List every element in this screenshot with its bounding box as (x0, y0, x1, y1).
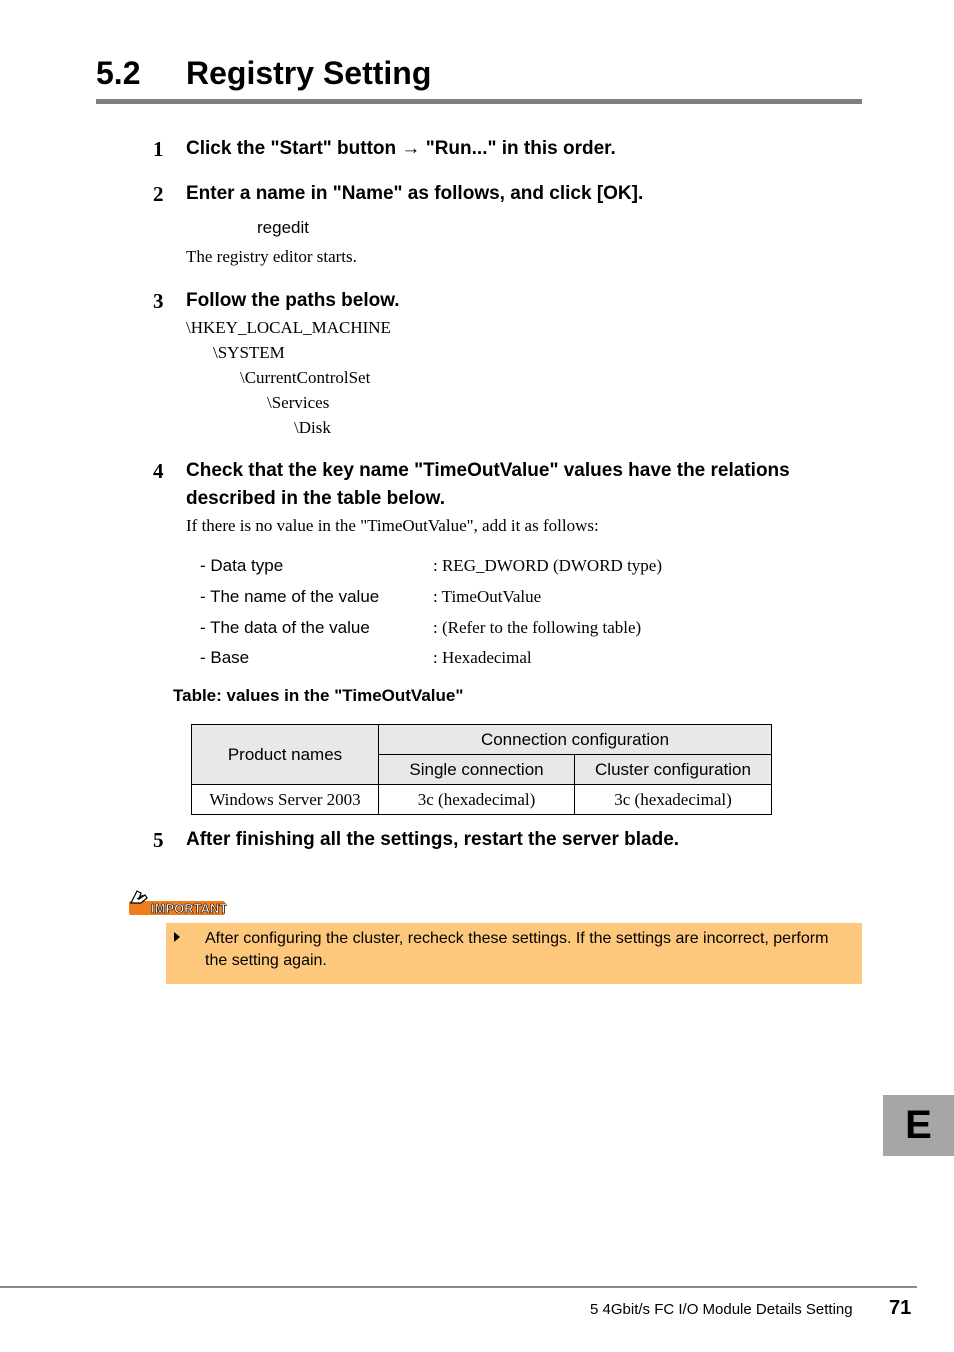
bullet-arrow-icon (174, 932, 180, 942)
step-2-text: Enter a name in "Name" as follows, and click [OK]. (186, 183, 644, 204)
table-caption: Table: values in the "TimeOutValue" (173, 686, 464, 705)
param-label: - Data type (200, 556, 284, 575)
path-line: \SYSTEM (213, 343, 285, 362)
important-icon (127, 887, 227, 917)
path-line: \Disk (294, 418, 331, 437)
cell-product: Windows Server 2003 (192, 785, 379, 815)
timeout-value-table (191, 724, 772, 815)
path-line: \HKEY_LOCAL_MACHINE (186, 318, 391, 337)
step-1-number: 1 (153, 137, 164, 161)
important-note-text: After configuring the cluster, recheck these settings. If the settings are incorrect, perform the setting again. (205, 930, 829, 969)
param-label: - The data of the value (200, 618, 370, 637)
step-4-note: If there is no value in the "TimeOutValue", add it as follows: (186, 516, 599, 535)
table-row (192, 785, 772, 815)
param-value: : Hexadecimal (433, 648, 532, 667)
header-product-names: Product names (192, 725, 379, 785)
cell-single: 3c (hexadecimal) (379, 785, 575, 815)
step-4-number: 4 (153, 459, 164, 483)
cell-cluster: 3c (hexadecimal) (575, 785, 772, 815)
step-4-text-line2: described in the table below. (186, 488, 446, 509)
param-label: - Base (200, 648, 250, 667)
page-number: 71 (889, 1297, 912, 1319)
header-connection-configuration: Connection configuration (379, 725, 772, 755)
header-single-connection: Single connection (379, 755, 575, 785)
footer-chapter: 5 4Gbit/s FC I/O Module Details Setting (590, 1301, 853, 1318)
step-4-text-line1: Check that the key name "TimeOutValue" values have the relations (186, 460, 790, 481)
step-3-text: Follow the paths below. (186, 290, 400, 311)
param-value: : (Refer to the following table) (433, 618, 642, 637)
step-3-number: 3 (153, 289, 164, 313)
path-line: \Services (267, 393, 330, 412)
param-value: : REG_DWORD (DWORD type) (433, 556, 662, 575)
section-title: Registry Setting (186, 55, 432, 91)
param-value: : TimeOutValue (433, 587, 542, 606)
footer-divider (0, 1286, 917, 1288)
step-5-number: 5 (153, 828, 164, 852)
section-divider (96, 99, 862, 104)
appendix-tab: E (883, 1095, 954, 1156)
command-text: regedit (257, 218, 309, 237)
step-2-number: 2 (153, 182, 164, 206)
section-number: 5.2 (96, 55, 141, 91)
param-label: - The name of the value (200, 587, 380, 606)
step-2-note: The registry editor starts. (186, 247, 357, 266)
path-line: \CurrentControlSet (240, 368, 371, 387)
important-label: IMPORTANT (151, 901, 227, 916)
step-1-text: Click the "Start" button → "Run..." in this order. (186, 138, 616, 159)
header-cluster-configuration: Cluster configuration (575, 755, 772, 785)
step-5-text: After finishing all the settings, restart the server blade. (186, 829, 680, 850)
